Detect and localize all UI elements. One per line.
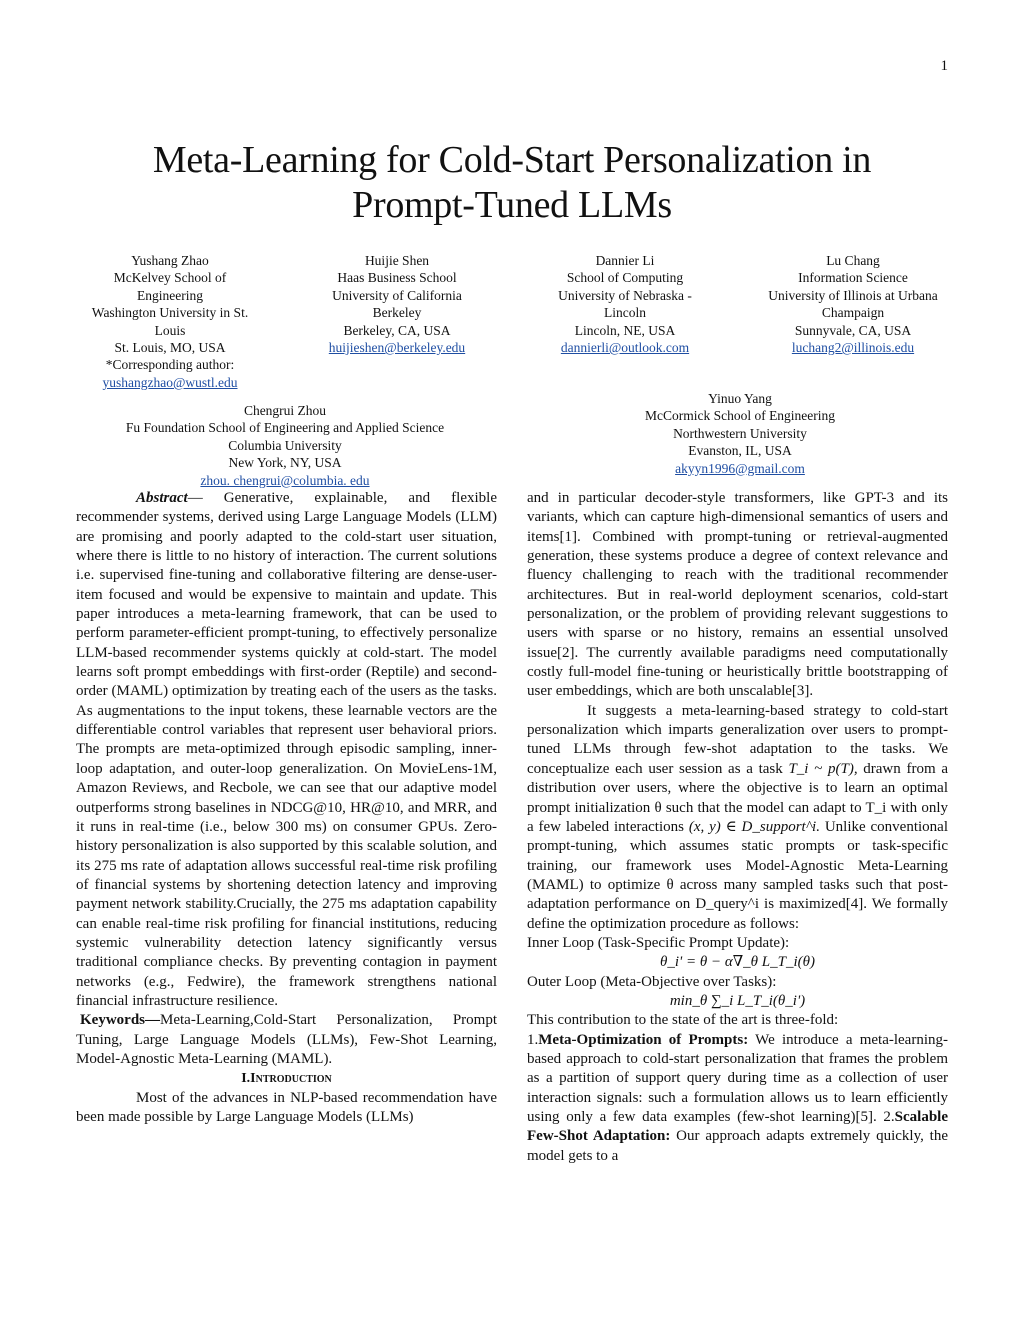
- keywords: [76, 1011, 497, 1069]
- right-column: [527, 489, 948, 1166]
- intro-paragraph-2-part-a: It suggests a meta-learning-based strategy to cold-start personalization which imparts generalization over users to prompt-tuned LLMs through few-shot adaptation to the tasks. We conceptualize each user session as a task: [527, 702, 948, 777]
- contribution-1-title: Meta-Optimization of Prompts:: [538, 1031, 749, 1048]
- author-affiliation: Haas Business School: [337, 270, 457, 286]
- contribution-1-text: We introduce a meta-learning-based approach to cold-start personalization that frames the problem as a partition of support query during time as a collection of user interaction signals: such a formulation allows us to learn efficiently using only a few data examples (few-shot learning)[5].: [527, 1031, 949, 1125]
- author-affiliation: Champaign: [821, 305, 885, 321]
- author-block-4: [748, 252, 958, 356]
- author-affiliation: University of Illinois at Urbana: [768, 287, 938, 303]
- author-name: Huijie Shen: [364, 253, 430, 268]
- author-affiliation: Louis: [154, 322, 186, 338]
- abstract-label: Abstract: [136, 490, 188, 506]
- author-name: Chengrui Zhou: [243, 403, 327, 418]
- author-name: Lu Chang: [826, 253, 880, 268]
- author-affiliation: Washington University in St.: [91, 305, 249, 321]
- author-block-1: [70, 252, 270, 391]
- intro-paragraph-2-part-c: Unlike conventional prompt-tuning, which assumes static prompts or task-specific training, our framework uses Model-Agnostic Meta-Learning (MAML) to optimize θ across many sampled tasks such that post-adaptation performance on D_query^i is maximized[4]. We formally define the optimization procedure as follows:: [527, 818, 948, 932]
- contribution-1-number: 1.: [527, 1031, 539, 1048]
- contribution-2-text: Our approach adapts extremely quickly, the model gets to a: [527, 1128, 948, 1164]
- author-email-link[interactable]: huijieshen@berkeley.edu: [328, 340, 466, 356]
- author-name: Yushang Zhao: [131, 253, 209, 268]
- author-block-5: [90, 402, 480, 489]
- abstract-text: — Generative, explainable, and flexible recommender systems, derived using Large Language Models (LLM) are promising and poorly adapted to the cold-start user situation, where there is little to no history of interaction. The current solutions i.e. supervised fine-tuning and collaborative filtering are dense-user-item focused and would be expensive to maintain and update. This paper introduces a meta-learning framework, that can be used to perform parameter-efficient prompt-tuning, to effectively personalize LLM-based recommender systems quickly at cold-start. The model learns soft prompt embeddings with first-order (Reptile) and second-order (MAML) optimization by treating each of the users as the tasks. As augmentations to the input tokens, these learnable vectors are the differentiable control variables that represent user behavioral priors. The prompts are meta-optimized through episodic sampling, inner-loop adaptation, and outer-loop generalization. On MovieLens-1M, Amazon Reviews, and Recbole, we can see that our adaptive model outperforms strong baselines in NDCG@10, HR@10, and MRR, and it runs in real-time (i.e., below 300 ms) on consumer GPUs. Zero-history personalization is also supported by this scalable solution, and its 275 ms rate of adaptation allows successful real-time risk profiling of financial systems by shortening detection latency and improving payment network stability.Crucially, the 275 ms adaptation capability can enable real-time risk profiling for financial institutions, reducing systemic vulnerability detection latency significantly versus traditional compliance checks. By preventing contagion in payment networks (e.g., Fedwire), the framework strengthens national financial infrastructure resilience.: [76, 490, 497, 1009]
- author-location: New York, NY, USA: [228, 455, 342, 471]
- inner-loop-label: Inner Loop (Task-Specific Prompt Update):: [527, 934, 790, 951]
- author-affiliation: University of California: [332, 287, 462, 303]
- author-affiliation: Berkeley: [372, 305, 422, 321]
- left-column: [76, 489, 497, 1127]
- author-email-link[interactable]: akyyn1996@gmail.com: [675, 460, 805, 476]
- author-affiliation: Engineering: [137, 287, 203, 303]
- author-affiliation: School of Computing: [566, 270, 684, 286]
- title-line-1: Meta-Learning for Cold-Start Personalization in: [152, 139, 872, 181]
- author-location: Lincoln, NE, USA: [574, 322, 676, 338]
- task-distribution-math: T_i ~ p(T),: [788, 760, 858, 777]
- author-email-link[interactable]: dannierli@outlook.com: [560, 340, 690, 356]
- keywords-text: Meta-Learning,Cold-Start Personalization, Prompt Tuning, Large Language Models (LLMs), Few-Shot Learning, Model-Agnostic Meta-Learning (MAML).: [76, 1012, 497, 1067]
- author-block-3: [525, 252, 725, 356]
- author-location: St. Louis, MO, USA: [114, 340, 226, 356]
- intro-paragraph-2-part-b: drawn from a distribution over users, where the objective is to learn an optimal prompt initialization θ such that the model can adapt to T_i with only a few labeled interactions: [527, 760, 948, 835]
- author-email-link[interactable]: luchang2@illinois.edu: [791, 340, 915, 356]
- author-block-2: [297, 252, 497, 356]
- author-location: Sunnyvale, CA, USA: [794, 322, 912, 338]
- keywords-label: Keywords—: [80, 1012, 160, 1029]
- author-location: Evanston, IL, USA: [688, 443, 792, 459]
- intro-paragraph-1-continued: and in particular decoder-style transformers, like GPT-3 and its variants, which can capture high-dimensional semantics of users and items[1]. Combined with prompt-tuning or retrieval-augmented generation, these systems produce a degree of context relevance and fluency challenging to reach with the traditional recommender architectures. But in real-world deployment scenarios, cold-start personalization, or the problem of providing relevant suggestions to users with sparse or no history, remains an essential unsolved issue[2]. The currently available paradigms need computationally costly full-model fine-tuning or heuristically brittle bootstrapping of user embeddings, which are both unscalable[3].: [527, 490, 948, 700]
- corresponding-note: *Corresponding author:: [105, 357, 235, 373]
- outer-loop-label: Outer Loop (Meta-Objective over Tasks):: [527, 973, 777, 990]
- author-location: Berkeley, CA, USA: [343, 322, 451, 338]
- section-heading-introduction: I.Introduction: [241, 1071, 332, 1087]
- support-set-math: (x, y) ∈ D_support^i.: [688, 818, 820, 835]
- author-affiliation: McKelvey School of: [113, 270, 227, 286]
- page-number: 1: [940, 58, 948, 74]
- contributions-list: [527, 1031, 948, 1166]
- author-affiliation: Lincoln: [604, 305, 646, 321]
- author-name: Dannier Li: [595, 253, 655, 268]
- title-line-2: Prompt-Tuned LLMs: [352, 184, 672, 226]
- contribution-2-number: 2.: [883, 1109, 895, 1125]
- contribution-2-title: Scalable Few-Shot Adaptation:: [527, 1109, 948, 1145]
- abstract: [76, 489, 497, 1011]
- author-block-6: [560, 390, 920, 477]
- author-affiliation: Columbia University: [228, 437, 342, 453]
- author-affiliation: McCormick School of Engineering: [644, 408, 836, 424]
- author-affiliation: Northwestern University: [673, 425, 807, 441]
- author-affiliation: Information Science: [798, 270, 908, 286]
- author-name: Yinuo Yang: [708, 391, 772, 406]
- outer-loop-equation: min_θ ∑_i L_T_i(θ_i'): [669, 992, 806, 1009]
- paper-title: [60, 138, 964, 228]
- author-email-link[interactable]: zhou. chengrui@columbia. edu: [200, 472, 370, 488]
- intro-paragraph-1-start: Most of the advances in NLP-based recommendation have been made possible by Large Language Models (LLMs): [76, 1089, 497, 1125]
- contributions-intro: This contribution to the state of the art is three-fold:: [527, 1012, 839, 1029]
- author-affiliation: University of Nebraska -: [558, 287, 692, 303]
- inner-loop-equation: θ_i' = θ − α∇_θ L_T_i(θ): [659, 954, 816, 971]
- author-affiliation: Fu Foundation School of Engineering and Applied Science: [125, 420, 445, 436]
- intro-paragraph-2: [527, 702, 948, 934]
- author-email-link[interactable]: yushangzhao@wustl.edu: [102, 374, 238, 390]
